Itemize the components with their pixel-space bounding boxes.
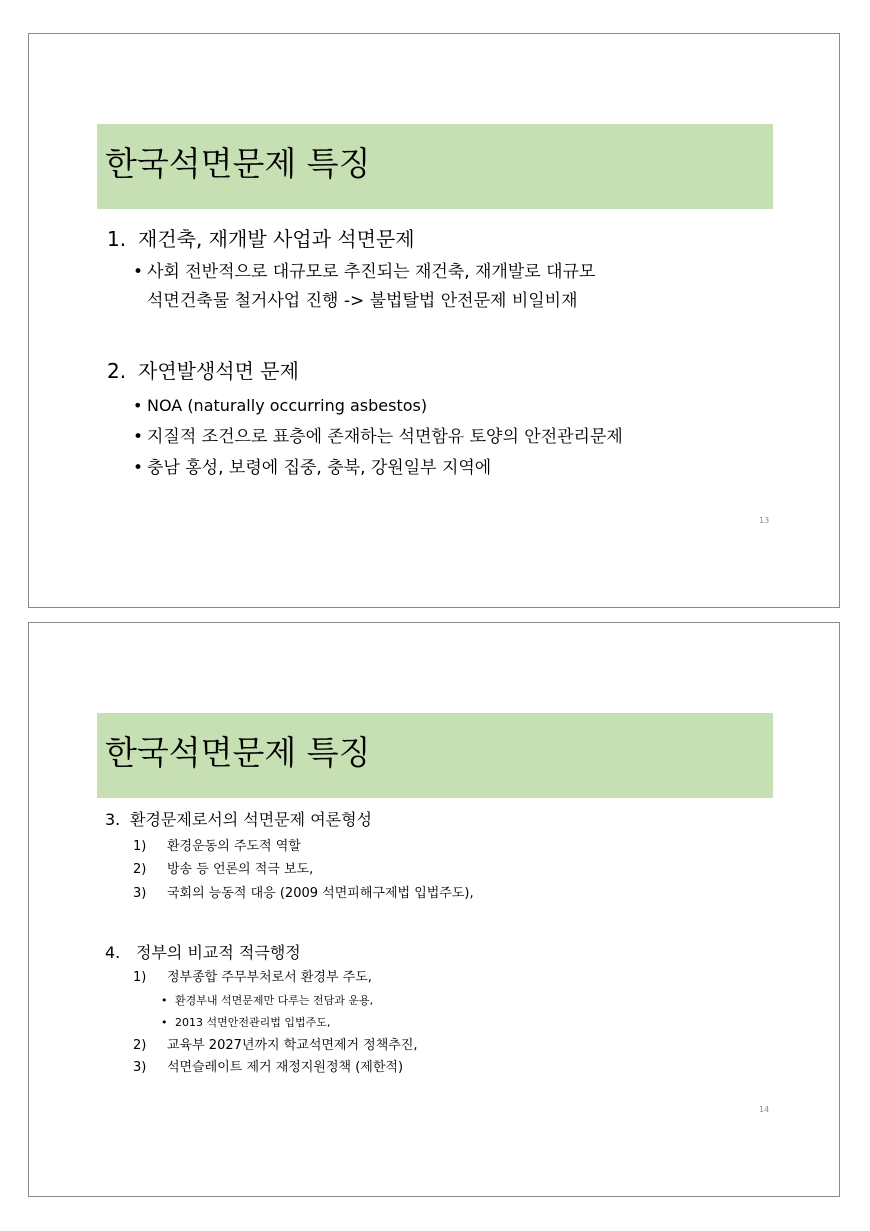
section-heading (105, 942, 301, 964)
bullet-icon: • (133, 396, 143, 415)
bullet-icon: • (133, 427, 144, 447)
item-text: 환경운동의 주도적 역할 (167, 839, 301, 854)
item-text: 정부종합 주무부처로서 환경부 주도, (167, 970, 372, 985)
title-bar (97, 713, 773, 798)
numbered-item (133, 969, 372, 987)
section-heading (107, 226, 415, 252)
title-bar (97, 124, 773, 209)
section-number: 3. (105, 810, 121, 829)
numbered-item (133, 885, 474, 903)
bullet-text: 사회 전반적으로 대규모로 추진되는 재건축, 재개발로 대규모 (147, 262, 596, 282)
section-heading (105, 809, 372, 831)
section-title: 환경문제로서의 석면문제 여론형성 (130, 810, 373, 829)
bullet-icon: • (161, 1016, 168, 1029)
page-number: 13 (759, 516, 770, 525)
sub-bullet-item (161, 993, 373, 1009)
section-title: 정부의 비교적 적극행정 (136, 943, 301, 962)
item-text: 석면슬레이트 제거 재정지원정책 (제한적) (167, 1060, 404, 1075)
bullet-continuation (147, 290, 578, 312)
section-number: 2. (107, 359, 127, 383)
numbered-item (133, 861, 313, 879)
bullet-text: NOA (naturally occurring asbestos) (147, 396, 428, 415)
numbered-item (133, 838, 301, 856)
item-number: 1) (133, 839, 147, 854)
bullet-item (133, 261, 595, 283)
slide-title: 한국석면문제 특징 (105, 733, 371, 772)
sub-bullet-item (161, 1015, 330, 1031)
bullet-icon: • (133, 262, 144, 282)
sub-bullet-text: 환경부내 석면문제만 다루는 전담과 운용, (175, 994, 374, 1007)
item-text: 방송 등 언론의 적극 보도, (167, 862, 314, 877)
bullet-item (133, 395, 427, 417)
section-number: 4. (105, 943, 121, 962)
section-number: 1. (107, 227, 127, 251)
item-text: 국회의 능동적 대응 (2009 석면피해구제법 입법주도), (167, 886, 474, 901)
numbered-item (133, 1059, 403, 1077)
section-heading (107, 358, 299, 384)
section-title: 자연발생석면 문제 (138, 359, 299, 383)
item-number: 1) (133, 970, 147, 985)
slide-14 (28, 622, 840, 1197)
bullet-icon: • (161, 994, 168, 1007)
slide-13 (28, 33, 840, 608)
page-number: 14 (759, 1105, 770, 1114)
bullet-text: 석면건축물 철거사업 진행 -> 불법탈법 안전문제 비일비재 (147, 291, 578, 311)
item-number: 2) (133, 1038, 147, 1053)
bullet-text: 충남 홍성, 보령에 집중, 충북, 강원일부 지역에 (147, 458, 492, 478)
bullet-item (133, 457, 491, 479)
bullet-text: 지질적 조건으로 표층에 존재하는 석면함유 토양의 안전관리문제 (147, 427, 623, 447)
item-number: 2) (133, 862, 147, 877)
bullet-item (133, 426, 623, 448)
item-number: 3) (133, 1060, 147, 1075)
sub-bullet-text: 2013 석면안전관리법 입법주도, (175, 1016, 331, 1029)
item-number: 3) (133, 886, 147, 901)
slide-title: 한국석면문제 특징 (105, 144, 371, 183)
numbered-item (133, 1037, 418, 1055)
item-text: 교육부 2027년까지 학교석면제거 정책추진, (167, 1038, 418, 1053)
bullet-icon: • (133, 458, 144, 478)
section-title: 재건축, 재개발 사업과 석면문제 (138, 227, 415, 251)
